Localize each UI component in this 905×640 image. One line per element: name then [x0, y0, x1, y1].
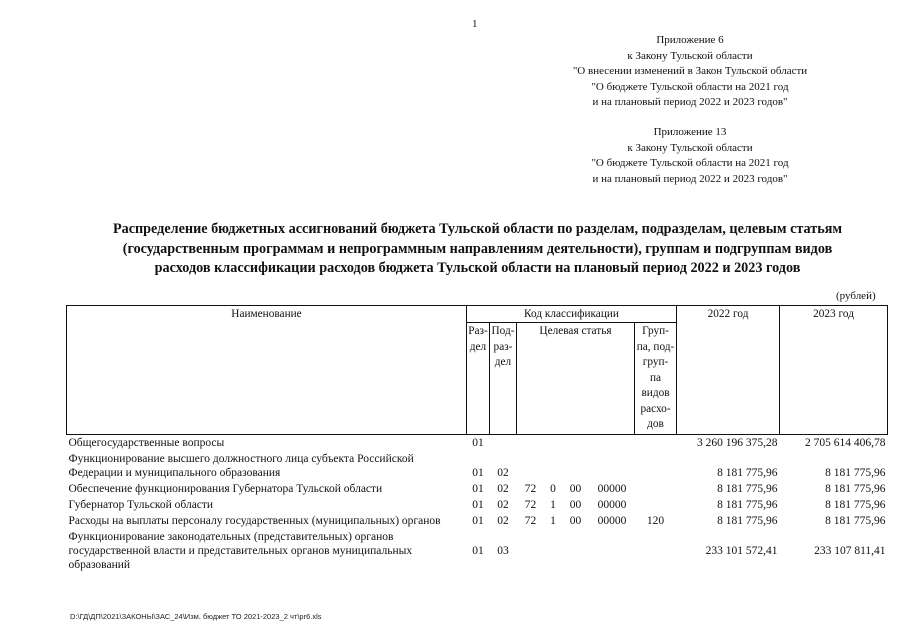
row-cs1: 72: [524, 498, 537, 511]
row-razdel: 01: [472, 514, 484, 527]
header-groups-part: видов: [641, 387, 670, 399]
row-cs2: [545, 451, 562, 481]
unit-label: (рублей): [836, 290, 876, 302]
row-podrazdel: [490, 434, 517, 451]
appendix-block-6: [555, 33, 825, 111]
row-2022: 3 260 196 375,28: [697, 436, 778, 449]
title-line: расходов классификации расходов бюджета Тульской области на плановый период 2022 и 2023 годов: [154, 260, 801, 276]
budget-table: [66, 305, 888, 573]
header-groups-part: дов: [647, 418, 664, 430]
row-vid: [635, 434, 677, 451]
header-subsection: [490, 323, 517, 435]
header-2023: 2023 год: [780, 306, 888, 435]
row-name: Функционирование высшего должностного лица субъекта Российской Федерации и муниципального образования: [68, 452, 414, 479]
row-vid: [635, 451, 677, 481]
row-cs1: 72: [524, 514, 537, 527]
row-cs4: 00000: [597, 482, 627, 495]
row-razdel: 01: [472, 544, 484, 557]
header-row-1: [67, 306, 888, 323]
row-cs4: [590, 529, 635, 573]
table-row: [67, 529, 888, 573]
row-cs1: [517, 451, 545, 481]
row-podrazdel: 02: [497, 482, 509, 495]
row-razdel: 01: [472, 466, 484, 479]
row-2022: 8 181 775,96: [717, 482, 778, 495]
row-vid: [635, 481, 677, 497]
row-cs1: [517, 529, 545, 573]
title-line: Распределение бюджетных ассигнований бюджета Тульской области по разделам, подразделам, целевым статьям: [112, 221, 843, 237]
header-subsection-part: раз-: [493, 340, 513, 353]
header-groups-part: Груп-: [642, 325, 669, 337]
appendix-line: к Закону Тульской области: [627, 141, 753, 154]
row-cs2: [545, 434, 562, 451]
header-groups-part: расхо-: [640, 402, 671, 415]
row-cs3: 00: [569, 482, 582, 495]
row-cs3: 00: [569, 498, 582, 511]
header-code-group: Код классификации: [467, 306, 677, 323]
appendix-line: Приложение 6: [656, 34, 724, 46]
row-2023: 8 181 775,96: [825, 514, 886, 527]
row-name: Общегосударственные вопросы: [68, 436, 225, 449]
row-2022: 8 181 775,96: [717, 514, 778, 527]
row-podrazdel: 02: [497, 514, 509, 527]
row-cs3: [562, 434, 590, 451]
header-section: [467, 323, 490, 435]
row-2023: 8 181 775,96: [825, 466, 886, 479]
row-cs4: 00000: [597, 498, 627, 511]
row-podrazdel: 02: [497, 498, 509, 511]
header-groups-part: груп-: [642, 356, 669, 368]
appendix-line: "О бюджете Тульской области на 2021 год: [591, 80, 789, 93]
title-line: (государственным программам и непрограммным направлениям деятельности), группам и подгруппам видов: [122, 240, 833, 257]
row-cs3: 00: [569, 514, 582, 527]
row-vid: [635, 529, 677, 573]
table-row: [67, 434, 888, 451]
table-row: [67, 481, 888, 497]
row-razdel: 01: [472, 498, 484, 511]
header-expense-groups: [635, 323, 677, 435]
header-section-part: дел: [469, 340, 487, 353]
appendix-line: и на плановый период 2022 и 2023 годов": [592, 172, 788, 185]
header-name: Наименование: [67, 306, 467, 435]
row-2022: 8 181 775,96: [717, 466, 778, 479]
table-row: [67, 451, 888, 481]
row-cs2: 1: [550, 498, 556, 511]
row-name: Губернатор Тульской области: [68, 498, 214, 511]
header-groups-part: па, под-: [636, 340, 675, 353]
header-2022: 2022 год: [677, 306, 780, 435]
row-cs1: 72: [524, 482, 537, 495]
appendix-line: "О внесении изменений в Закон Тульской области: [572, 65, 808, 77]
appendix-line: Приложение 13: [653, 126, 727, 138]
row-podrazdel: 02: [497, 466, 509, 479]
row-name: Функционирование законодательных (представительных) органов государственной власти и представительных органов муниципальных образований: [68, 530, 413, 571]
page-number: 1: [472, 18, 478, 30]
appendix-block-13: [555, 125, 825, 187]
row-2023: 8 181 775,96: [825, 482, 886, 495]
appendix-line: и на плановый период 2022 и 2023 годов": [592, 96, 788, 108]
appendix-line: "О бюджете Тульской области на 2021 год: [591, 157, 789, 169]
row-cs2: 0: [550, 482, 556, 495]
row-vid: 120: [646, 514, 665, 527]
header-subsection-part: дел: [494, 356, 512, 368]
row-cs2: [545, 529, 562, 573]
row-razdel: 01: [472, 436, 484, 449]
row-cs2: 1: [550, 514, 556, 527]
row-cs1: [517, 434, 545, 451]
row-2023: 233 107 811,41: [814, 544, 886, 557]
row-cs4: [590, 451, 635, 481]
header-section-part: Раз-: [468, 325, 488, 337]
document-title: [55, 220, 900, 279]
header-groups-part: па: [649, 371, 662, 384]
row-name: Расходы на выплаты персоналу государственных (муниципальных) органов: [68, 514, 441, 527]
row-name: Обеспечение функционирования Губернатора Тульской области: [68, 482, 383, 495]
row-vid: [635, 497, 677, 513]
appendix-line: к Закону Тульской области: [627, 49, 753, 62]
row-cs3: [562, 451, 590, 481]
row-2022: 233 101 572,41: [705, 544, 778, 557]
row-2022: 8 181 775,96: [717, 498, 778, 511]
table-row: [67, 513, 888, 529]
header-target-article: Целевая статья: [517, 323, 635, 435]
row-2023: 2 705 614 406,78: [805, 436, 886, 449]
header-subsection-part: Под-: [491, 325, 515, 337]
file-path-footer: D:\ГД\ДП\2021\ЗАКОНЫ\ЗАС_24\Изм. бюджет ТО 2021-2023_2 чт\pr6.xls: [70, 612, 322, 621]
row-podrazdel: 03: [497, 544, 509, 557]
row-razdel: 01: [472, 482, 484, 495]
row-2023: 8 181 775,96: [825, 498, 886, 511]
row-cs4: 00000: [597, 514, 627, 527]
table-row: [67, 497, 888, 513]
row-cs3: [562, 529, 590, 573]
row-cs4: [590, 434, 635, 451]
